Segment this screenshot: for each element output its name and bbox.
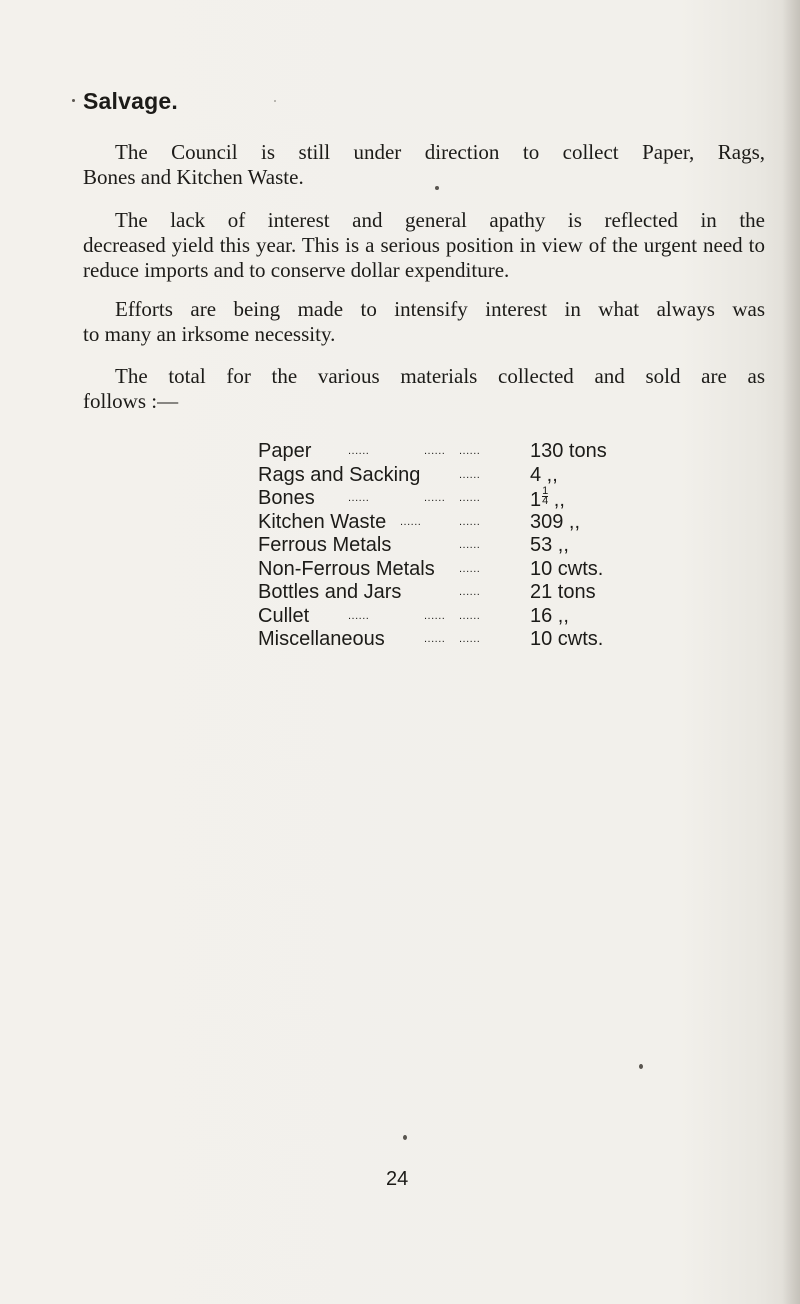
dot-leader: ...... (348, 445, 370, 457)
material-quantity: 309 ,, (530, 510, 581, 533)
page-number: 24 (386, 1168, 409, 1190)
material-name: Kitchen Waste (258, 510, 387, 533)
material-name: Paper (258, 440, 312, 462)
paragraph-line: The lack of interest and general apathy is reflected in the (115, 208, 765, 232)
fraction-denominator: 4 (542, 495, 549, 507)
paragraph-efforts (83, 297, 765, 347)
material-quantity: 10 cwts. (530, 628, 604, 650)
material-quantity: 21 tons (530, 581, 596, 603)
material-name: Rags and Sacking (258, 463, 421, 486)
paper-speck (72, 99, 75, 102)
material-name: Non-Ferrous Metals (258, 557, 435, 580)
material-quantity: 10 cwts. (530, 557, 604, 580)
dot-leader: ...... (424, 609, 446, 622)
table-row-bottles-and-jars (258, 581, 678, 605)
table-row-kitchen-waste (258, 511, 678, 535)
paragraph-totals-intro (83, 364, 765, 414)
paragraph-line: Bones and Kitchen Waste. (83, 165, 304, 189)
material-quantity (530, 487, 565, 513)
quantity-whole: 1 (530, 489, 542, 511)
materials-table (258, 440, 678, 652)
material-quantity: 4 ,, (530, 463, 558, 486)
dot-leader: ...... (459, 586, 481, 598)
paragraph-line: follows :— (83, 389, 179, 413)
section-heading: Salvage. (83, 88, 178, 114)
material-name: Bottles and Jars (258, 581, 402, 603)
paper-speck (435, 186, 439, 190)
material-name: Cullet (258, 604, 310, 627)
paper-speck (403, 1135, 407, 1140)
dot-leader: ...... (400, 515, 422, 528)
material-quantity: 53 ,, (530, 534, 569, 556)
table-row-cullet (258, 605, 678, 629)
material-name: Bones (258, 487, 315, 509)
dot-leader: ...... (459, 468, 481, 481)
quantity-unit: ,, (548, 489, 565, 511)
table-row-non-ferrous-metals (258, 558, 678, 582)
dot-leader: ...... (459, 515, 481, 528)
paper-speck (274, 100, 276, 102)
material-name: Ferrous Metals (258, 534, 392, 556)
dot-leader: ...... (348, 609, 370, 622)
table-row-ferrous-metals (258, 534, 678, 558)
dot-leader: ...... (459, 492, 481, 504)
paragraph-line: decreased yield this year. This is a serious position in view of the urgent need to reduce imports and to conserve dollar expenditure. (83, 233, 765, 282)
paragraph-line: to many an irksome necessity. (83, 322, 336, 346)
material-name: Miscellaneous (258, 628, 385, 650)
dot-leader: ...... (424, 492, 446, 504)
dot-leader: ...... (459, 539, 481, 551)
dot-leader: ...... (424, 633, 446, 645)
dot-leader: ...... (424, 445, 446, 457)
table-row-bones (258, 487, 678, 511)
table-row-paper (258, 440, 678, 464)
material-quantity: 130 tons (530, 440, 607, 462)
paper-speck (639, 1064, 643, 1069)
page-edge-shadow (782, 0, 800, 1304)
dot-leader: ...... (459, 633, 481, 645)
fraction-numerator: 1 (542, 485, 549, 497)
table-row-rags-and-sacking (258, 464, 678, 488)
paragraph-line: The total for the various materials collected and sold are as (115, 364, 765, 388)
dot-leader: ...... (459, 562, 481, 575)
material-quantity: 16 ,, (530, 604, 569, 627)
paragraph-line: The Council is still under direction to collect Paper, Rags, (115, 140, 765, 164)
paragraph-direction (83, 140, 765, 190)
dot-leader: ...... (459, 445, 481, 457)
dot-leader: ...... (459, 609, 481, 622)
dot-leader: ...... (348, 492, 370, 504)
paragraph-line: Efforts are being made to intensify interest in what always was (115, 297, 765, 321)
paragraph-apathy (83, 208, 765, 283)
table-row-miscellaneous (258, 628, 678, 652)
